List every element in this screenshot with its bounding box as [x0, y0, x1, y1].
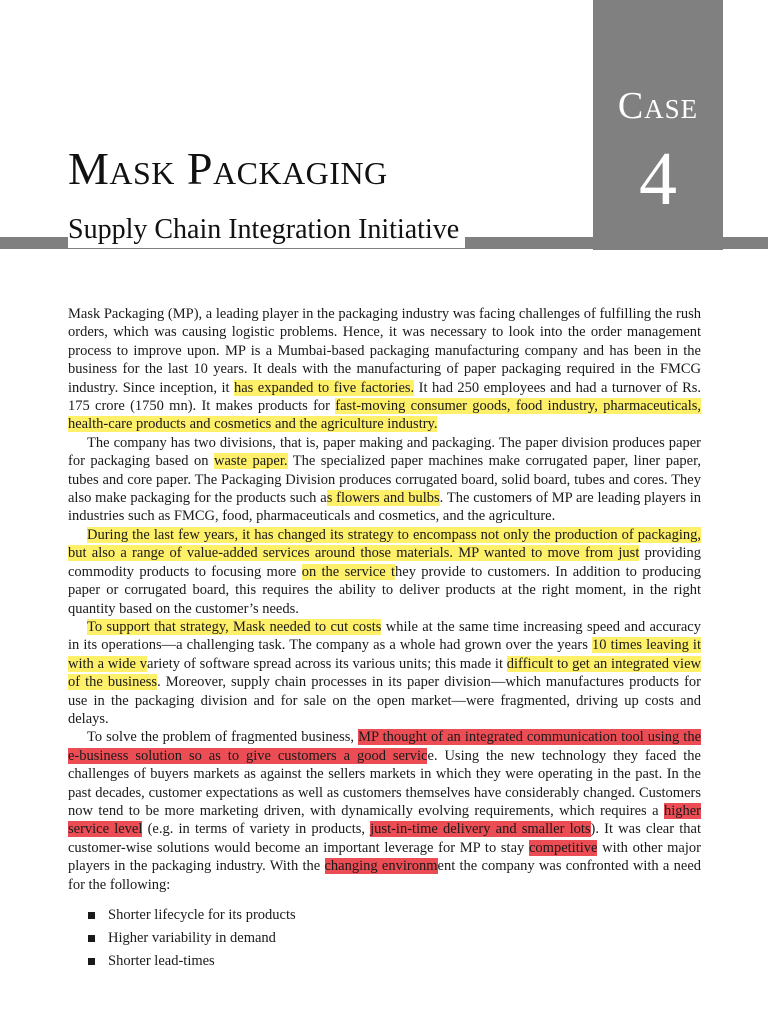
paragraph: [68, 434, 701, 526]
highlight-red: higher service level: [68, 802, 701, 838]
paragraph-list: [68, 305, 701, 894]
text-run: providing commodity products to focusing more: [68, 545, 701, 580]
text-run: Mask Packaging (MP), a leading player in the packaging industry was facing challenges of fulfilling the rush orders, which was causing logistic problems. Hence, it was necessary to look into the order management process to improve upon. MP is a Mumbai-based packaging manufacturing company and has been in the business for the last 10 years. It deals with the manufacturing of paper packaging required in the FMCG industry. Since inception, it: [68, 306, 701, 396]
highlight-yellow: difficult to get an integrated view of the business: [68, 655, 701, 691]
highlight-yellow: 10 times leaving it with a wide v: [68, 637, 701, 672]
highlight-yellow: on the service t: [301, 563, 396, 580]
paragraph: [68, 305, 701, 434]
square-bullet-icon: [88, 958, 95, 965]
square-bullet-icon: [88, 935, 95, 942]
bullet-item: [86, 950, 701, 973]
text-run: with other major players in the packaging industry. With the: [68, 839, 701, 875]
highlight-yellow: waste paper.: [213, 453, 288, 470]
highlight-red: just-in-time delivery and smaller lots: [370, 821, 591, 838]
case-number: 4: [639, 137, 677, 221]
text-run: The specialized paper machines make corrugated paper, liner paper, tubes and core paper. The Packaging Division produces corrugated board, solid board, tubes and cores. They also make packaging for the products such a: [68, 453, 701, 507]
case-label: Case: [617, 85, 699, 127]
highlight-yellow: During the last few years, it has changed its strategy to encompass not only the production of packaging, but also a range of value-added services around those materials. MP wanted to move from just: [68, 526, 701, 562]
bullet-text: Shorter lead-times: [108, 953, 215, 969]
bullet-list: [86, 904, 701, 973]
text-run: e. Using the new technology they faced the challenges of buyers markets as against the sellers markets in which they were operating in the past. In the past decades, customer expectations as well as customers themselves have considerably changed. Customers now tend to be more marketing driven, with dynamically evolving requirements, which requires a: [68, 747, 701, 819]
text-run: . Moreover, supply chain processes in its paper division—which manufactures products for use in the packaging division and for sale on the open market—were fragmented, driving up costs and delays.: [68, 674, 702, 727]
highlight-red: competitive: [528, 839, 598, 856]
case-body: [68, 305, 701, 973]
text-run: To solve the problem of fragmented business,: [87, 729, 359, 746]
highlight-red: MP thought of an integrated communication tool using the e-business solution so as to give customers a good servic: [68, 729, 701, 764]
text-run: ent the company was confronted with a need for the following:: [68, 858, 701, 893]
case-badge: [593, 0, 723, 250]
text-run: ariety of software spread across its various units; this made it: [147, 655, 507, 672]
paragraph: [68, 618, 701, 728]
bullet-item: [86, 927, 701, 950]
page-subtitle: Supply Chain Integration Initiative: [68, 212, 465, 248]
page-title: Mask Packaging: [68, 143, 388, 194]
text-run: while at the same time increasing speed and accuracy in its operations—a challenging task. The company as a whole had grown over the years: [68, 618, 701, 654]
text-run: . The customers of MP are leading players in industries such as FMCG, food, pharmaceuticals and cosmetics, and the agriculture.: [68, 490, 701, 525]
text-run: hey provide to customers. In addition to producing paper or corrugated board, this requires the ability to deliver products at the right moment, in the right quantity based on the customer’s needs.: [68, 563, 701, 617]
text-run: The company has two divisions, that is, paper making and packaging. The paper division produces paper for packaging based on: [68, 434, 701, 470]
highlight-yellow: s flowers and bulbs: [326, 490, 440, 507]
highlight-yellow: has expanded to five factories.: [234, 379, 415, 396]
bullet-item: [86, 904, 701, 927]
highlight-yellow: To support that strategy, Mask needed to cut costs: [87, 618, 382, 635]
highlight-yellow: fast-moving consumer goods, food industry, pharmaceuticals, health-care products and cosmetics and the agriculture industry.: [68, 398, 701, 433]
highlight-red: changing environm: [324, 858, 438, 875]
bullet-text: Shorter lifecycle for its products: [108, 907, 296, 923]
paragraph: [68, 526, 701, 618]
text-run: It had 250 employees and had a turnover of Rs. 175 crore (1750 mn). It makes products for: [68, 379, 702, 415]
square-bullet-icon: [88, 912, 95, 919]
text-run: ). It was clear that customer-wise solutions would become an important leverage for MP to stay: [68, 821, 701, 856]
paragraph: [68, 728, 701, 894]
bullet-text: Higher variability in demand: [108, 930, 276, 946]
text-run: (e.g. in terms of variety in products,: [142, 821, 371, 838]
